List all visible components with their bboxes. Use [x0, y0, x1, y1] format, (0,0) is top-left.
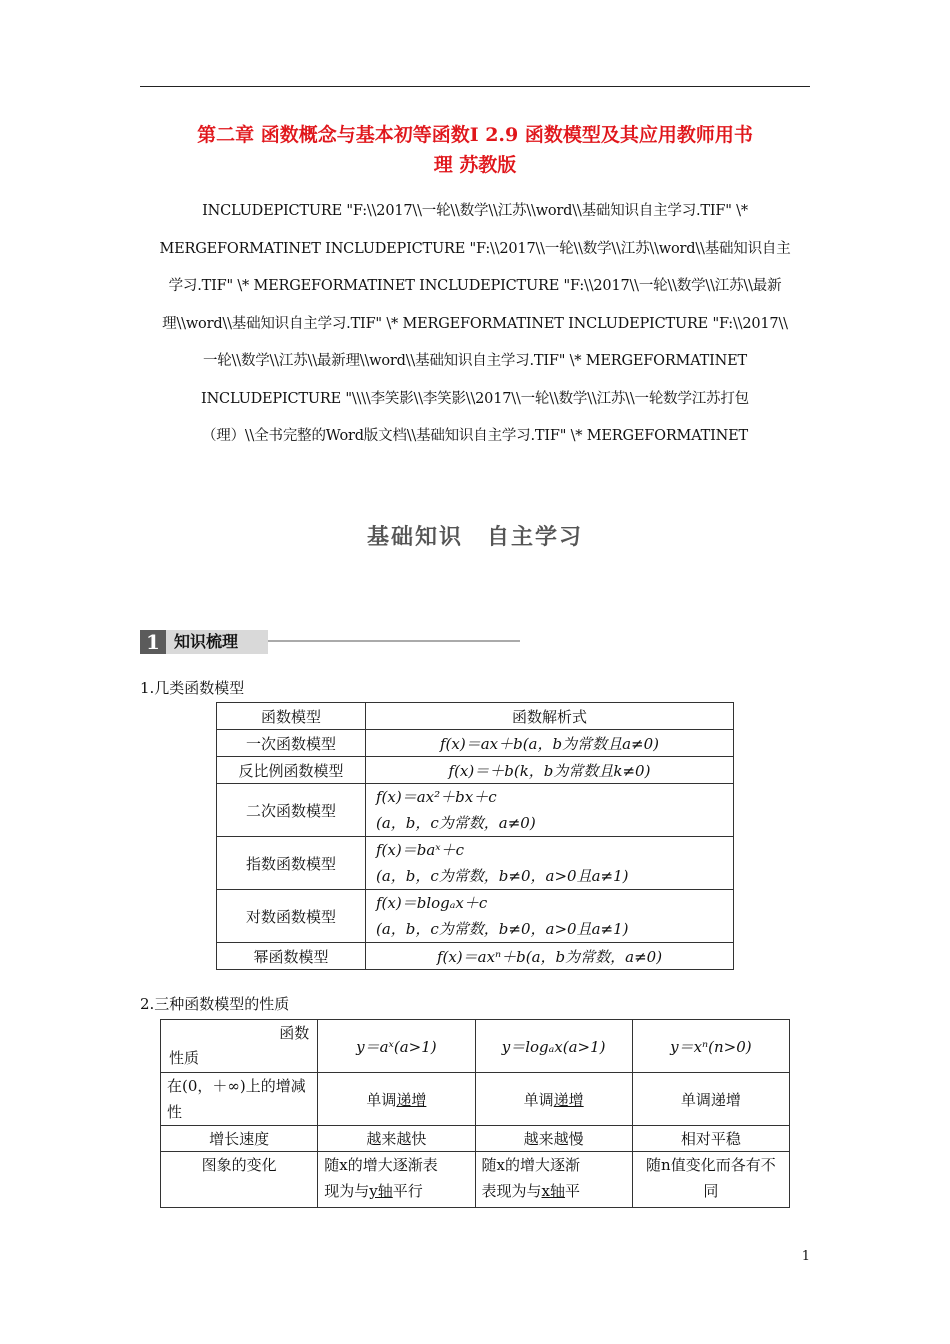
expr-line: f(x)＝ax²＋bx＋c — [376, 788, 497, 806]
model-cell: 二次函数模型 — [217, 784, 366, 837]
section-heading-part1: 基础知识 — [366, 525, 463, 550]
banner-number: 1 — [140, 630, 166, 654]
answer-text: y轴 — [369, 1182, 393, 1200]
cell-text: 单调 — [366, 1090, 397, 1109]
table-cell — [475, 1152, 632, 1208]
expr-cell — [366, 784, 734, 837]
model-properties-table — [160, 1019, 790, 1208]
top-rule — [140, 86, 810, 87]
expr-cell — [366, 837, 734, 890]
cell-text: 单调 — [523, 1090, 554, 1109]
expr-cell — [366, 890, 734, 943]
answer-text: 递增 — [396, 1090, 427, 1109]
table-cell: 相对平稳 — [632, 1126, 789, 1152]
table-cell: 单调递增 — [632, 1073, 789, 1126]
cell-line — [482, 1178, 626, 1204]
table-cell — [318, 1073, 475, 1126]
table-row — [217, 730, 734, 757]
expr-line: (a，b，c为常数，b≠0，a>0且a≠1) — [376, 920, 629, 938]
section-heading — [140, 520, 810, 551]
expr-line: (a，b，c为常数，b≠0，a>0且a≠1) — [376, 867, 629, 885]
table-row — [217, 784, 734, 837]
cell-text: 平行 — [392, 1182, 423, 1200]
table-row — [217, 943, 734, 970]
function-models-table — [216, 702, 734, 970]
model-cell: 反比例函数模型 — [217, 757, 366, 784]
banner-divider — [268, 640, 520, 642]
section-heading-part2: 自主学习 — [487, 525, 584, 550]
expr-cell: f(x)＝ax＋b(a，b为常数且a≠0) — [366, 730, 734, 757]
table-cell — [475, 1073, 632, 1126]
subheading-model-properties: 2.三种函数模型的性质 — [140, 995, 290, 1013]
knowledge-banner — [140, 630, 520, 654]
include-line: MERGEFORMATINET INCLUDEPICTURE "F:\\2017\\一轮\\数学\\江苏\\word\\基础知识自主 — [159, 240, 791, 257]
table-row — [161, 1073, 790, 1126]
page-number: 1 — [801, 1249, 810, 1264]
cell-line: 随x的增大逐渐表 — [324, 1156, 438, 1174]
banner-label: 知识梳理 — [166, 630, 268, 654]
table-row — [161, 1126, 790, 1152]
include-line: INCLUDEPICTURE "\\\\李笑影\\李笑影\\2017\\一轮\\数学\\江苏\\一轮数学江苏打包 — [201, 390, 749, 407]
subheading-function-models: 1.几类函数模型 — [140, 679, 245, 697]
row-label: 在(0，＋∞)上的增减性 — [161, 1073, 318, 1126]
answer-text: 递增 — [553, 1090, 584, 1109]
column-header: y＝aˣ(a>1) — [318, 1020, 475, 1073]
column-header: y＝xⁿ(n>0) — [632, 1020, 789, 1073]
column-header: y＝logₐx(a>1) — [475, 1020, 632, 1073]
cell-line — [324, 1178, 468, 1204]
include-line: 一轮\\数学\\江苏\\最新理\\word\\基础知识自主学习.TIF" \* MERGEFORMATINET — [202, 353, 748, 369]
corner-bottom-label: 性质 — [169, 1049, 200, 1067]
title-line-1: 第二章 函数概念与基本初等函数Ⅰ 2.9 函数模型及其应用教师用书 — [197, 124, 753, 146]
expr-line: f(x)＝blogₐx＋c — [376, 894, 488, 912]
corner-header-cell — [161, 1020, 318, 1073]
table-row — [217, 757, 734, 784]
corner-top-label: 函数 — [279, 1024, 310, 1042]
answer-text: x轴 — [541, 1182, 565, 1200]
include-line: 学习.TIF" \* MERGEFORMATINET INCLUDEPICTURE "F:\\2017\\一轮\\数学\\江苏\\最新 — [168, 278, 782, 294]
table-header-row — [217, 703, 734, 730]
include-line: 理\\word\\基础知识自主学习.TIF" \* MERGEFORMATINET INCLUDEPICTURE "F:\\2017\\ — [162, 315, 788, 332]
table-cell: 随n值变化而各有不同 — [632, 1152, 789, 1208]
model-cell: 幂函数模型 — [217, 943, 366, 970]
table-cell — [318, 1152, 475, 1208]
model-cell: 对数函数模型 — [217, 890, 366, 943]
row-label: 增长速度 — [161, 1126, 318, 1152]
expr-line: (a，b，c为常数，a≠0) — [376, 814, 536, 832]
expr-cell: f(x)＝axⁿ＋b(a，b为常数，a≠0) — [366, 943, 734, 970]
cell-text: 平 — [564, 1182, 580, 1200]
table-cell: 越来越慢 — [475, 1126, 632, 1152]
includepicture-field-codes — [136, 193, 814, 456]
title-line-2: 理 苏教版 — [433, 154, 517, 176]
include-line: INCLUDEPICTURE "F:\\2017\\一轮\\数学\\江苏\\word\\基础知识自主学习.TIF" \* — [202, 203, 748, 219]
page-title — [140, 120, 810, 180]
table-row — [217, 837, 734, 890]
model-cell: 指数函数模型 — [217, 837, 366, 890]
row-label: 图象的变化 — [161, 1152, 318, 1208]
include-line: （理）\\全书完整的Word版文档\\基础知识自主学习.TIF" \* MERGEFORMATINET — [201, 428, 749, 444]
header-cell: 函数模型 — [217, 703, 366, 730]
header-cell: 函数解析式 — [366, 703, 734, 730]
cell-text: 现为与 — [324, 1182, 370, 1200]
cell-line: 随x的增大逐渐 — [481, 1156, 580, 1174]
expr-cell: f(x)＝＋b(k，b为常数且k≠0) — [366, 757, 734, 784]
expr-line: f(x)＝baˣ＋c — [376, 841, 464, 859]
table-cell: 越来越快 — [318, 1126, 475, 1152]
table-row — [161, 1152, 790, 1208]
model-cell: 一次函数模型 — [217, 730, 366, 757]
cell-text: 表现为与 — [481, 1182, 542, 1200]
table-header-row — [161, 1020, 790, 1073]
table-row — [217, 890, 734, 943]
